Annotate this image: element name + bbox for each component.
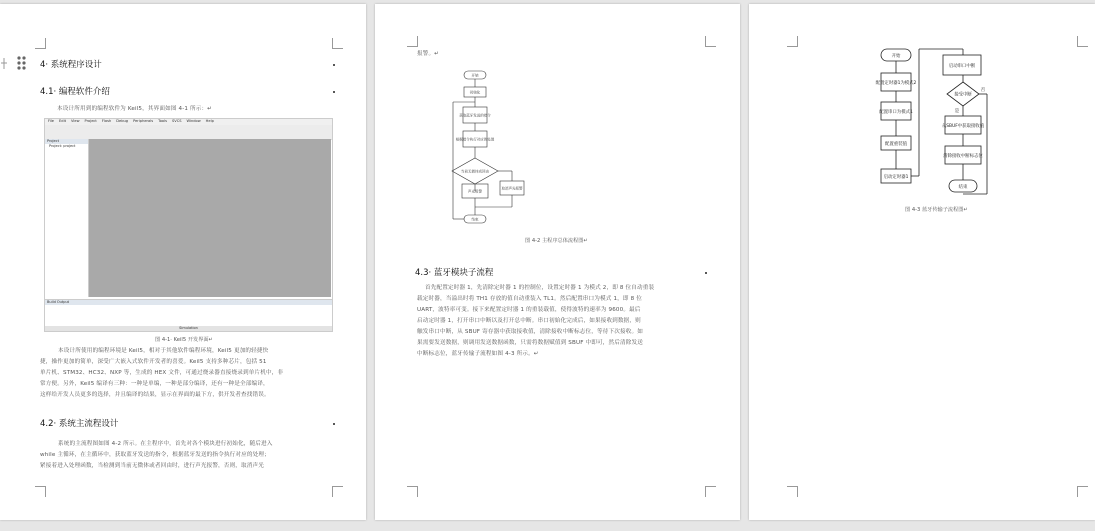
keil-project-panel: Project Project: project (45, 139, 89, 297)
crop-mark (332, 38, 343, 49)
drag-handle-icon[interactable] (0, 54, 30, 74)
flow-node: 启动定时器1 (883, 175, 909, 180)
figure-caption-4-2: 图 4-2 主程序总体流程图↵ (525, 238, 588, 244)
document-page-1 (0, 4, 366, 520)
crop-mark (35, 486, 46, 497)
keil-menu-item: Flash (101, 119, 112, 123)
crop-mark (787, 36, 798, 47)
keil-menu-item: SVCS (171, 119, 182, 123)
keil-statusbar: Simulation (45, 326, 332, 331)
keil-menu-item: View (70, 119, 80, 123)
paragraph-mark (705, 272, 707, 274)
crop-mark (705, 36, 716, 47)
flow-node: 接受中断 (954, 92, 972, 98)
keil-menu-item: File (48, 119, 55, 123)
paragraph-mark (333, 64, 335, 66)
crop-mark (407, 486, 418, 497)
section-heading-4-2: 4.2· 系统主流程设计 (40, 419, 119, 429)
keil-menu-item: Help (205, 119, 214, 123)
keil-menu-item: Tools (158, 119, 167, 123)
main-flowchart (450, 67, 530, 227)
continued-text: 报警。↵ (417, 51, 440, 57)
intro-paragraph: 本设计所用到的编程软件为 Keil5，其界面如图 4-1 所示：↵ (57, 106, 213, 112)
flow-node: 配置重装值 (885, 142, 907, 147)
bluetooth-flow-paragraph: 首先配置定时器 1，先清除定时器 1 的控制位，设置定时器 1 为模式 2，即 8 位自动重装 载定时器，当溢出时将 TH1 存放的值自动重装入 TL1。然后配置串口为模式 1，即 8 位 UART，波特率可变。接下来配置定时器 1 的重装载值，使得波特的速率为 9600。最后 启动定时器 1，打开串口中断以及打开总中断。串口初始化完成后，如果接收到数据，则 触发串口中断，从 SBUF 寄存器中获取接收值，清除接收中断标志位，等待下次接收。如 果需要发送数据，则调用发送数据函数，只需将数据赋值到 SBUF 中即可，然后清除发送 中断标志位，蓝牙传输子流程如图 4-3 所示。↵ (417, 285, 655, 357)
document-page-3 (749, 4, 1095, 520)
crop-mark (332, 486, 343, 497)
flow-node: 从SBUF中获取接收值 (941, 124, 985, 129)
keil-menu-item: Debug (116, 119, 129, 123)
crop-mark (705, 486, 716, 497)
keil-menu-item: Window (186, 119, 201, 123)
flow-node: 获取蓝牙发送的指令 (459, 113, 491, 118)
flow-node: 取消声光报警 (501, 186, 523, 191)
flow-node: 声光报警 (468, 189, 482, 194)
flow-node: 根据指令执行对应的处理 (455, 137, 495, 142)
crop-mark (1077, 486, 1088, 497)
main-flow-paragraph: 系统的主流程图如图 4-2 所示。在主程序中，首先对各个模块进行初始化，随后进入 while 主循环，在主循环中，获取蓝牙发送的指令，根据蓝牙发送的指令执行对应的处理； 紧接着进入处理函数，当检测到当前无微体或者回由时，进行声光报警，否则，取消声光 (40, 441, 273, 469)
crop-mark (1077, 36, 1088, 47)
flow-node: 当前无微体或回由 (461, 169, 489, 174)
flow-node: 配置定时器1为模式2 (875, 81, 917, 86)
section-heading-4-1: 4.1· 编程软件介绍 (40, 87, 110, 97)
paragraph-mark (333, 423, 335, 425)
keil5-screenshot (44, 118, 333, 332)
flow-label: 是 (954, 109, 960, 114)
figure-caption-4-1: 图 4-1· Keil5 开发界面↵ (155, 337, 213, 343)
flow-label: 否 (980, 88, 986, 93)
paragraph-mark (333, 91, 335, 93)
flow-node: 开始 (891, 54, 901, 59)
bluetooth-flowchart (873, 46, 993, 198)
section-heading-4-3: 4.3· 蓝牙模块子流程 (415, 268, 494, 278)
crop-mark (787, 486, 798, 497)
flow-node: 配置串口为模式1 (879, 110, 913, 115)
flow-node: 结束 (471, 217, 479, 222)
keil-editor-area (89, 139, 331, 297)
keil-build-output: Build Output (45, 299, 332, 324)
flow-node: 初始化 (469, 90, 481, 95)
flow-node: 开始 (471, 73, 479, 78)
crop-mark (35, 38, 46, 49)
figure-caption-4-3: 图 4-3 蓝牙传输子流程图↵ (905, 207, 968, 213)
document-page-2 (375, 4, 740, 520)
keil-menu-item: Edit (59, 119, 66, 123)
flow-node: 启动串口中断 (948, 64, 976, 69)
flow-node: 结束 (958, 185, 968, 190)
keil-menu-item: Project (84, 119, 97, 123)
crop-mark (407, 36, 418, 47)
keil-description-paragraph: 本设计所使用的编程环境是 Keil5，相对于其他软件编程环境，Keil5 更加的轻捷快 捷，操作更加的简单，深受广大嵌入式软件开发者的喜爱。Keil5 支持多种芯片，包括 51 单片机、STM32、HC32、NXP 等，生成的 HEX 文件，可通过烧录器直接烧录到单片机中，非 常方便。另外，Keil5 编译有三种：一种是单编，一种是部分编译，还有一种是全部编译， 这样给开发人员更多的选择，并且编译的结果，显示在界面的最下方，供开发者查找错误。 (40, 348, 284, 398)
keil-menu-item: Peripherals (133, 119, 154, 123)
flow-node: 清除接收中断标志位 (943, 154, 983, 159)
chapter-heading: 4· 系统程序设计 (40, 60, 102, 70)
